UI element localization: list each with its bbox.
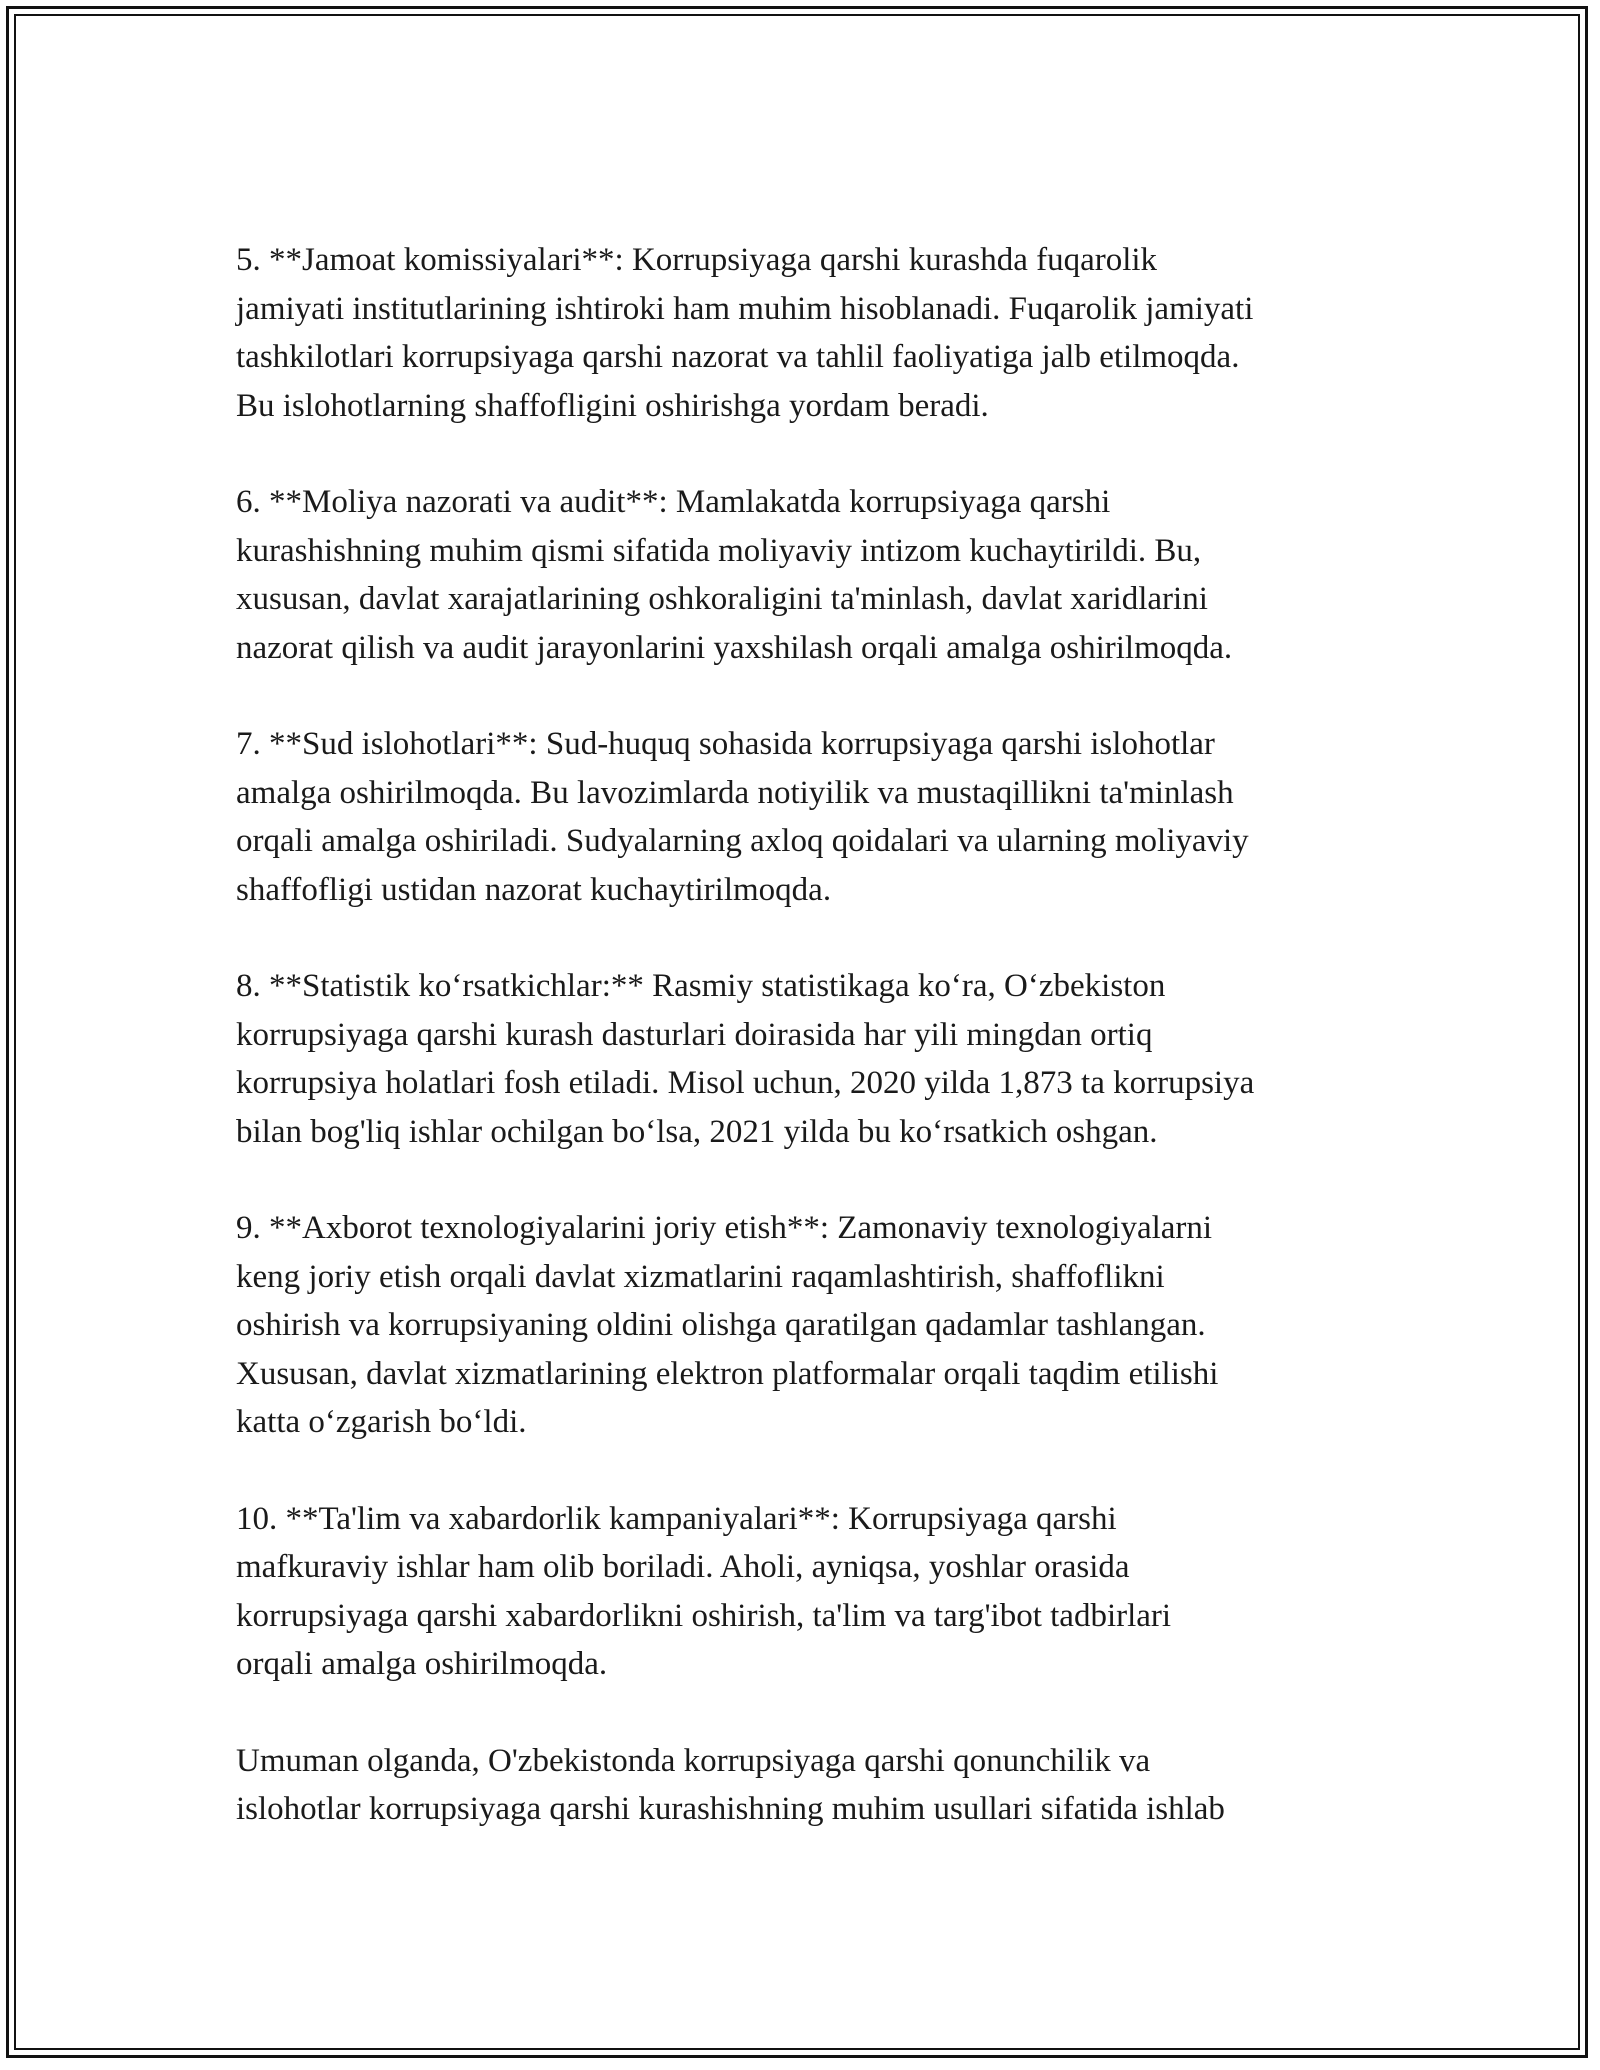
text-line: amalga oshirilmoqda. Bu lavozimlarda notiyilik va mustaqillikni ta'minlash: [236, 774, 1234, 811]
text-line: katta oʻzgarish boʻldi.: [236, 1404, 527, 1440]
text-line: korrupsiyaga qarshi xabardorlikni oshirish, ta'lim va targ'ibot tadbirlari: [236, 1597, 1172, 1634]
text-line: tashkilotlari korrupsiyaga qarshi nazorat va tahlil faoliyatiga jalb etilmoqda.: [236, 339, 1240, 375]
paragraph-8-statistics: [236, 962, 1376, 1156]
paragraph-5-public-commissions: [236, 236, 1376, 430]
text-line: jamiyati institutlarining ishtiroki ham muhim hisoblanadi. Fuqarolik jamiyati: [236, 290, 1254, 327]
text-line: orqali amalga oshiriladi. Sudyalarning axloq qoidalari va ularning moliyaviy: [236, 823, 1249, 859]
paragraph-9-information-technology: [236, 1204, 1376, 1447]
text-line: 8. **Statistik koʻrsatkichlar:** Rasmiy statistikaga koʻra, Oʻzbekiston: [236, 968, 1166, 1004]
text-line: Umuman olganda, O'zbekistonda korrupsiyaga qarshi qonunchilik va: [236, 1742, 1151, 1779]
text-line: kurashishning muhim qismi sifatida moliyaviy intizom kuchaytirildi. Bu,: [236, 532, 1202, 569]
text-line: shaffofligi ustidan nazorat kuchaytirilmoqda.: [236, 871, 832, 908]
text-line: korrupsiyaga qarshi kurash dasturlari doirasida har yili mingdan ortiq: [236, 1016, 1153, 1053]
text-line: Xususan, davlat xizmatlarining elektron platformalar orqali taqdim etilishi: [236, 1355, 1219, 1392]
paragraph-7-judicial-reforms: [236, 720, 1376, 914]
text-line: 7. **Sud islohotlari**: Sud-huquq sohasida korrupsiyaga qarshi islohotlar: [236, 726, 1215, 762]
paragraph-10-education-campaigns: [236, 1495, 1376, 1689]
text-line: keng joriy etish orqali davlat xizmatlarini raqamlashtirish, shaffoflikni: [236, 1258, 1165, 1295]
text-line: 10. **Ta'lim va xabardorlik kampaniyalari**: Korrupsiyaga qarshi: [236, 1500, 1117, 1537]
text-line: orqali amalga oshirilmoqda.: [236, 1646, 608, 1682]
text-line: mafkuraviy ishlar ham olib boriladi. Aholi, ayniqsa, yoshlar orasida: [236, 1549, 1130, 1585]
text-line: bilan bog'liq ishlar ochilgan boʻlsa, 2021 yilda bu koʻrsatkich oshgan.: [236, 1113, 1158, 1150]
text-line: Bu islohotlarning shaffofligini oshirishga yordam beradi.: [236, 387, 989, 424]
text-line: islohotlar korrupsiyaga qarshi kurashishning muhim usullari sifatida ishlab: [236, 1791, 1225, 1827]
text-line: nazorat qilish va audit jarayonlarini yaxshilash orqali amalga oshirilmoqda.: [236, 629, 1233, 666]
paragraph-6-financial-audit: [236, 478, 1376, 672]
text-line: 5. **Jamoat komissiyalari**: Korrupsiyaga qarshi kurashda fuqarolik: [236, 242, 1158, 278]
text-line: 9. **Axborot texnologiyalarini joriy etish**: Zamonaviy texnologiyalarni: [236, 1210, 1213, 1246]
text-line: oshirish va korrupsiyaning oldini olishga qaratilgan qadamlar tashlangan.: [236, 1307, 1206, 1343]
text-line: 6. **Moliya nazorati va audit**: Mamlakatda korrupsiyaga qarshi: [236, 484, 1111, 520]
text-line: korrupsiya holatlari fosh etiladi. Misol uchun, 2020 yilda 1,873 ta korrupsiya: [236, 1065, 1255, 1101]
paragraph-conclusion: [236, 1737, 1376, 1834]
document-body: [236, 236, 1376, 1882]
text-line: xususan, davlat xarajatlarining oshkoraligini ta'minlash, davlat xaridlarini: [236, 581, 1208, 617]
